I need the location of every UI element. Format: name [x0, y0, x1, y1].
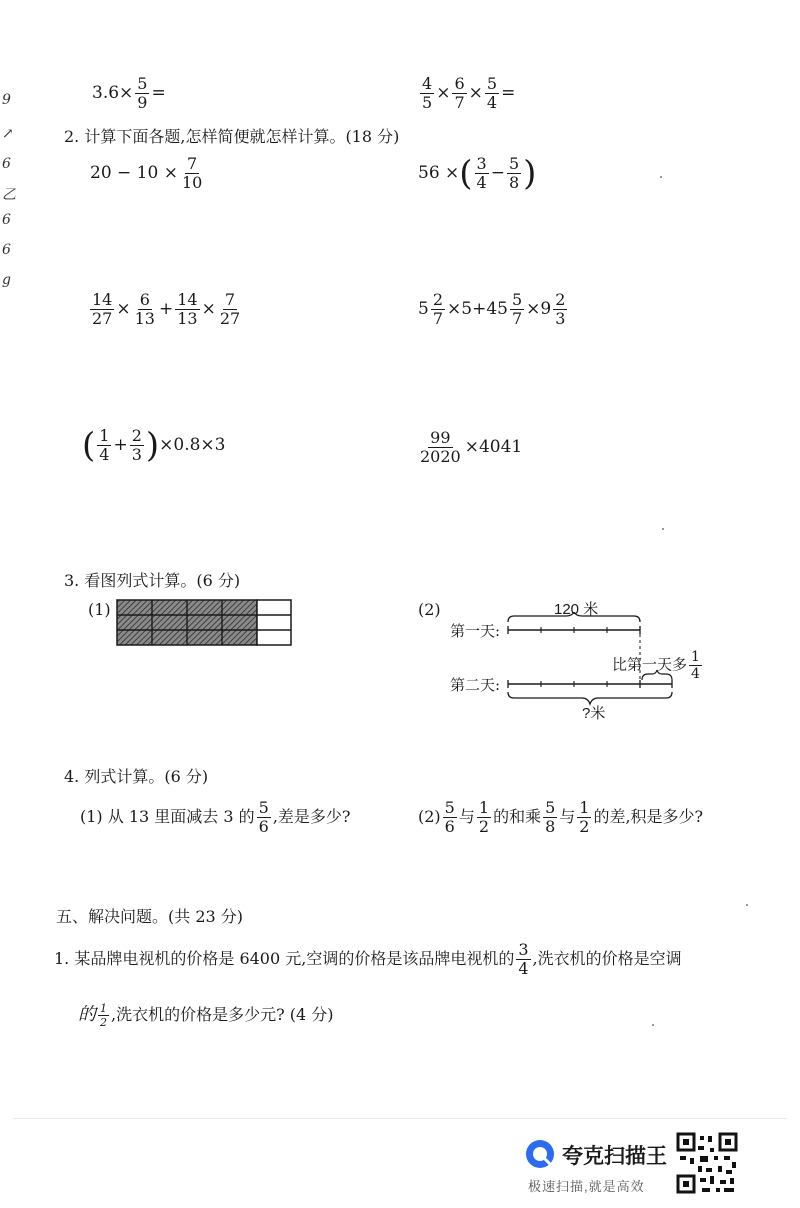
- margin-mark: g: [2, 272, 11, 288]
- q3-sub1-label: (1): [88, 600, 111, 619]
- margin-mark: 9: [2, 92, 11, 108]
- q2-problem-3: $\frac{14}{27}$ × $\frac{6}{13}$ + $\frac{14}{13}$ × $\frac{7}{27}$: [92, 290, 241, 328]
- footer-divider: [14, 1118, 786, 1119]
- brand-name: 夸克扫描王: [562, 1145, 667, 1168]
- margin-mark: ↗: [2, 126, 14, 142]
- brand-slogan: 极速扫描,就是高效: [528, 1179, 645, 1194]
- expr-top-left: 3.6× $\frac{5}{9}$ =: [92, 74, 166, 112]
- qr-code-icon: [676, 1132, 738, 1194]
- expr-top-right: $\frac{4}{5}$ × $\frac{6}{7}$ × $\frac{5}{4}$ =: [422, 74, 516, 112]
- q4-sub1: (1) 从 13 里面减去 3 的 $\frac{5}{6}$ ,差是多少?: [80, 798, 351, 836]
- s5-q1-line2: 的 $\frac{1}{2}$ ,洗衣机的价格是多少元? (4 分): [78, 1001, 334, 1029]
- margin-mark: 6: [2, 242, 11, 258]
- margin-mark: 6: [2, 156, 11, 172]
- q2-problem-2: 56 ×( $\frac{3}{4}$ − $\frac{5}{8}$ ): [418, 153, 537, 194]
- q3-sub2-label: (2): [418, 600, 441, 619]
- q4-header: 4. 列式计算。(6 分): [64, 767, 209, 786]
- handwritten-fill: 的 $\frac{1}{2}$: [78, 1001, 107, 1029]
- q4-sub2: (2) $\frac{5}{6}$ 与 $\frac{1}{2}$ 的和乘 $\frac{5}{8}$ 与 $\frac{1}{2}$ 的差,积是多少?: [418, 798, 704, 836]
- scan-speck: [660, 176, 662, 178]
- q2-header: 2. 计算下面各题,怎样简便就怎样计算。(18 分): [64, 127, 400, 146]
- shaded-grid-figure: [115, 598, 293, 648]
- segment-bottom-label: ?米: [582, 705, 606, 722]
- margin-mark: 乙: [2, 187, 16, 203]
- scan-speck: [746, 904, 748, 906]
- scan-speck: [652, 1024, 654, 1026]
- segment-top-label: 120 米: [554, 601, 599, 618]
- compare-label: 比第一天多 $\frac{1}{4}$: [612, 649, 700, 682]
- q3-header: 3. 看图列式计算。(6 分): [64, 571, 241, 590]
- scan-speck: [662, 528, 664, 530]
- q2-problem-5: ( $\frac{1}{4}$ + $\frac{2}{3}$ )×0.8×3: [82, 425, 226, 466]
- quark-logo-icon: [524, 1138, 556, 1170]
- s5-q1-line1: 1. 某品牌电视机的价格是 6400 元,空调的价格是该品牌电视机的 $\frac{3}{4}$ ,洗衣机的价格是空调: [54, 940, 682, 978]
- q2-problem-1: 20 − 10 × $\frac{7}{10}$: [90, 154, 203, 192]
- q2-problem-6: $\frac{99}{2020}$ ×4041: [420, 428, 523, 466]
- day1-label: 第一天:: [450, 622, 501, 640]
- day2-label: 第二天:: [450, 676, 501, 694]
- q2-problem-4: 5 $\frac{2}{7}$ ×5+45 $\frac{5}{7}$ ×9 $\frac{2}{3}$: [418, 290, 566, 328]
- segment-diagram: [500, 612, 690, 712]
- section5-header: 五、解决问题。(共 23 分): [56, 907, 244, 926]
- margin-mark: 6: [2, 212, 11, 228]
